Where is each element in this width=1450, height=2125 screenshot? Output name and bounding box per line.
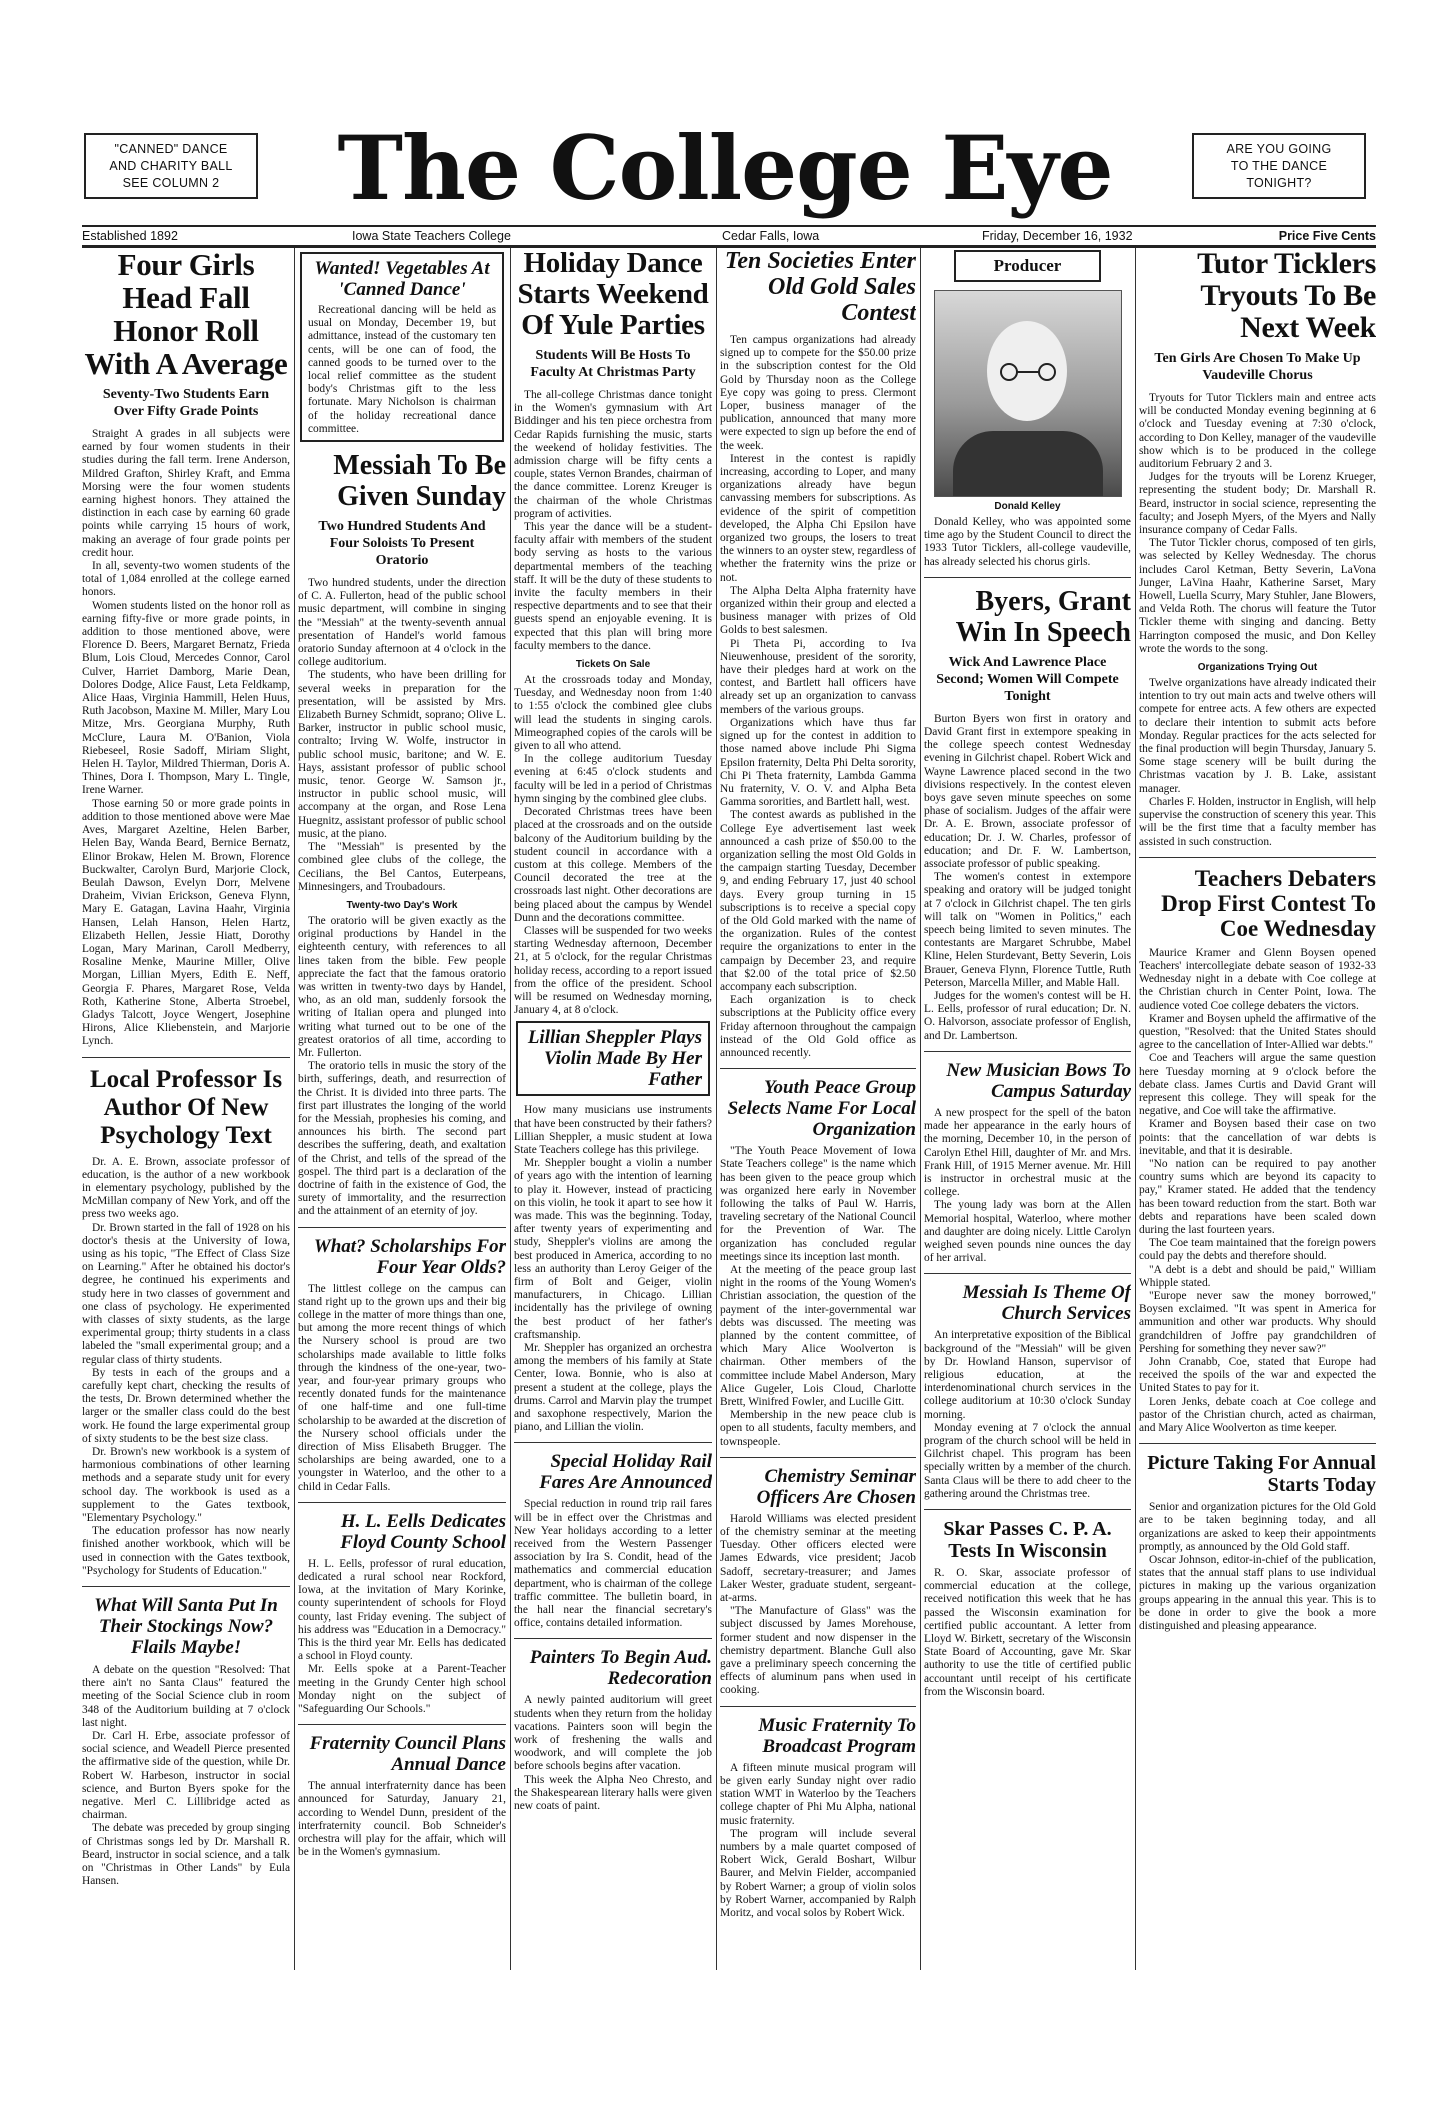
- ear-line: "CANNED" DANCE: [114, 142, 228, 156]
- divider: [720, 1706, 916, 1707]
- photo-caption: Donald Kelley: [994, 501, 1061, 512]
- paragraph: Maurice Kramer and Glenn Boysen opened Teachers' intercollegiate debate season of 1932-33 Wednesday night in a debate with Coe college at the Christian church in Center Point, Iowa. The audience voted Coe college debaters the victors.: [1139, 946, 1376, 1012]
- headline-speech: Byers, Grant Win In Speech: [955, 585, 1131, 648]
- ear-line: ARE YOU GOING: [1226, 142, 1332, 156]
- paragraph: The contest awards as published in the College Eye advertisement last week announced a cash prize of $50.00 to the organization selling the most Old Golds in the campaign starting Tuesday, December 9, and ending February 17, just 40 school days. Every group turning in 15 subscriptions is to receive a special copy of the Old Gold marked with the name of the organization. Rules of the contest require the organizations to enter in the campaign by December 23, and require that $2.00 of the total price of $2.50 accompany each subscription.: [720, 809, 916, 993]
- paragraph: An interpretative exposition of the Biblical background of the "Messiah" will be given by Dr. Howland Hanson, supervisor of religious education, at the interdenominational church services in the college auditorium at 10:30 o'clock Sunday morning.: [924, 1329, 1131, 1421]
- subhead: Tickets On Sale: [575, 659, 651, 671]
- paragraph: Loren Jenks, debate coach at Coe college and pastor of the Christian church, acted as chairman, and Mary Alice Woolverton as time keeper.: [1139, 1395, 1376, 1435]
- divider: [298, 1227, 506, 1228]
- headline-youth-peace: Youth Peace Group Selects Name For Local Organization: [727, 1077, 916, 1141]
- paragraph: Dr. Brown's new workbook is a system of harmonious combinations of other learning methods and a separate study unit for every school day. The workbook is used as a supplement to the Gates textbook, "Elementary Psychology.": [82, 1446, 290, 1525]
- deck-speech: Wick And Lawrence Place Second; Women Will Compete Tonight: [936, 654, 1119, 704]
- column-3: [514, 248, 712, 1970]
- paragraph: "The Manufacture of Glass" was the subject discussed by James Morehouse, former student and now dispenser in the chemistry department. Blanche Gull also gave a preliminary speech concerning the effects of aluminum pans when used in cooking.: [720, 1605, 916, 1697]
- paragraph: The education professor has now nearly finished another workbook, which will be used in connection with the Gates textbook, "Psychology for Students of Education.": [82, 1525, 290, 1577]
- paragraph: By tests in each of the groups and a carefully kept chart, checking the results of the tests, Dr. Brown determined whether the larger or the smaller class could do the best work. He found the large experimental group of sixty students to be the best size class.: [82, 1366, 290, 1445]
- paragraph: Judges for the tryouts will be Lorenz Krueger, representing the student body; Dr. Marshall R. Beard, instructor in social science, representing the faculty; and Joseph Myers, of the Myers and Nally insurance company of Cedar Falls.: [1139, 471, 1376, 537]
- paragraph: A fifteen minute musical program will be given early Sunday night over radio station WMT in Waterloo by the Teachers college chapter of Phi Mu Alpha, national music fraternity.: [720, 1761, 916, 1827]
- paragraph: "The Youth Peace Movement of Iowa State Teachers college" is the name which has been given to the peace group which was organized here early in November following the talks of Paul W. Harris, traveling secretary of the National Council for the Prevention of War. The organization has concluded regular meetings since its inception last month.: [720, 1145, 916, 1263]
- canned-dance-box: [300, 252, 504, 442]
- deck-honor-roll: Seventy-Two Students Earn Over Fifty Grade Points: [102, 387, 270, 419]
- paragraph: The students, who have been drilling for several weeks in preparation for the presentation, will be assisted by Mrs. Elizabeth Burney Schmidt, soprano; Olive L. Barker, instructor in public school music, contralto; Irving W. Wolfe, instructor in public school music, baritone; and W. E. Hays, assistant professor of public school music, tenor. George W. Samson jr., instructor in public school music, will accompany at the organ, and Rose Lena Huegnitz, assistant professor of public school music, at the piano.: [298, 669, 506, 840]
- dateline: [82, 225, 1376, 248]
- paragraph: The women's contest in extempore speaking and oratory will be judged tonight at 7 o'clock in Gilchrist chapel. The ten girls will talk on "Women in Politics," each speech being limited to seven minutes. The contestants are Margaret Schrubbe, Mabel Kline, Helen Sturdevant, Betty Severin, Lois Brauer, Geneva Flynn, Florence Tuttle, Ruth Peterson, Marcella Miller, and Mable Hall.: [924, 871, 1131, 989]
- headline-honor-roll: Four Girls Head Fall Honor Roll With A Average: [84, 248, 288, 381]
- paragraph: Coe and Teachers will argue the same question here Tuesday morning at 9 o'clock before the debate class. James Curtis and David Grant will represent this college. They will speak for the negative, and Coe will take the affirmative.: [1139, 1052, 1376, 1118]
- paragraph: Those earning 50 or more grade points in addition to those mentioned above were Mae Aves, Margaret Azeltine, Helen Barber, Helen Bay, Wanda Beard, Bernice Bernatz, Elinor Brokaw, Helen M. Brown, Florence Buckwalter, Carolyn Burd, Marjorie Clock, Beulah Dawson, Evelyn Dorr, Melvene Draheim, Vivian Erickson, Geneva Flynn, Mary E. Gatagan, Lavina Haahr, Virginia Hansen, Lelah Hanson, Helen Hartz, Elizabeth Hellen, Jessie Hiatt, Dorothy Logan, Mary Marinan, Caroll Medberry, Rosaline Menke, Maurine Miller, Olive Morgan, Lillian Myers, Edith E. Neff, Georgia F. Phares, Margaret Rose, Velda Roth, Katherine Stone, Alberta Stroebel, Gladys Talcott, Joyce Wengert, Josephine Hirons, Alice Kliebenstein, and Marjorie Lynch.: [82, 797, 290, 1048]
- established: Established 1892: [82, 229, 178, 243]
- column-rule: [1135, 248, 1136, 1970]
- paragraph: The Tutor Tickler chorus, composed of ten girls, was selected by Kelley Wednesday. The chorus includes Carol Ketman, Betty Severin, LaVona Junger, LaVina Haahr, Katherine Sarset, Mary Howell, Luella Scurry, Mary Stuhler, Jane Blowers, and Velda Roth. The chorus will feature the Tutor Tickler theme with singing and dancing. Betty Harrington composed the music, and Don Kelley wrote the words to the song.: [1139, 537, 1376, 655]
- paragraph: At the meeting of the peace group last night in the rooms of the Young Women's Christian association, the question of the payment of the inter-governmental war debts was discussed. The meeting was planned by the content committee, of which Mary Alice Woolverton is chairman. Other members of the committee include Mabel Anderson, Mary Alice Gugeler, Lois Cloud, Charlotte Brett, Winifred Fowler, and Lucille Gitt.: [720, 1264, 916, 1409]
- ear-line: TO THE DANCE: [1230, 159, 1328, 173]
- column-rule: [294, 248, 295, 1970]
- paragraph: The oratorio tells in music the story of the birth, sufferings, death, and resurrection of the Christ. It is divided into three parts. The first part illustrates the longing of the world for the Messiah, prophesies his coming, and announces his birth. The second part describes the suffering, death, and exaltation of the Christ, and tells of the spread of the gospel. The third part is a declaration of the doctrine of faith in the existence of God, the surety of immortality, and the resurrection and the attainment of an eternity of joy.: [298, 1060, 506, 1218]
- paragraph: "A debt is a debt and should be paid," William Whipple stated.: [1139, 1263, 1376, 1289]
- headline-chemistry: Chemistry Seminar Officers Are Chosen: [756, 1465, 916, 1508]
- subhead: Twenty-two Day's Work: [346, 899, 458, 911]
- glasses-icon: [995, 363, 1061, 381]
- divider: [924, 577, 1131, 578]
- masthead: The College Eye: [337, 116, 1113, 220]
- headline-skar: Skar Passes C. P. A. Tests In Wisconsin: [943, 1517, 1112, 1562]
- producer-label-box: Producer: [954, 250, 1101, 282]
- paragraph: The annual interfraternity dance has been announced for Saturday, January 21, according to Wendel Dunn, president of the interfraternity council. Bob Schneider's orchestra will play for the affair, which will be in the Women's gymnasium.: [298, 1780, 506, 1859]
- column-6: [1139, 248, 1376, 1970]
- sheppler-box: [516, 1021, 710, 1096]
- paragraph: Donald Kelley, who was appointed some time ago by the Student Council to direct the 1933 Tutor Ticklers, all-college vaudeville, has already selected his chorus girls.: [924, 516, 1131, 568]
- headline-picture-taking: Picture Taking For Annual Starts Today: [1147, 1452, 1376, 1497]
- column-rule: [920, 248, 921, 1970]
- paragraph: In the college auditorium Tuesday evening at 6:45 o'clock students and faculty will be led in a period of Christmas hymn singing by the combined glee clubs.: [514, 753, 712, 805]
- paragraph: The young lady was born at the Allen Memorial hospital, Waterloo, where mother and daughter are doing nicely. Little Carolyn weighed seven pounds nine ounces the day of her arrival.: [924, 1199, 1131, 1265]
- deck-holiday-dance: Students Will Be Hosts To Faculty At Christmas Party: [530, 348, 696, 380]
- paragraph: This week the Alpha Neo Chresto, and the Shakespearean literary halls were given new coats of paint.: [514, 1773, 712, 1813]
- paragraph: This year the dance will be a student-faculty affair with members of the student body serving as hosts to the various departmental members of the teaching staff. It will be the duty of these students to invite the faculty members in their respective departments and to see that their guests spend an enjoyable evening. It is expected that this plan will bring more faculty members to the dance.: [514, 521, 712, 652]
- divider: [298, 1502, 506, 1503]
- paragraph: Kramer and Boysen upheld the affirmative of the question, "Resolved: that the United States should agree to the cancellation of Inter-Allied war debts.": [1139, 1012, 1376, 1052]
- divider: [924, 1051, 1131, 1052]
- column-1: [82, 248, 290, 1970]
- ear-line: SEE COLUMN 2: [122, 176, 220, 190]
- paragraph: How many musicians use instruments that have been constructed by their fathers? Lillian Sheppler, a music student at Iowa State Teachers college has this privilege.: [514, 1104, 712, 1156]
- paragraph: The Alpha Delta Alpha fraternity have organized within their group and elected a business manager with prizes of Old Golds to best salesmen.: [720, 584, 916, 637]
- paragraph: The oratorio will be given exactly as the original productions by Handel in the eighteenth century, with references to all lines taken from the bible. Few people appreciate the fact that the famous oratorio was written in twenty-two days by Handel, who, as an old man, suddenly forsook the writing of Italian opera and plunged into writing what turned out to be one of the greatest oratorios of all time, according to Mr. Fullerton.: [298, 914, 506, 1059]
- paragraph: Mr. Eells spoke at a Parent-Teacher meeting in the Grundy Center high school Monday night on the subject of "Safeguarding Our Schools.": [298, 1663, 506, 1716]
- headline-sheppler: Lillian Sheppler Plays Violin Made By Her Father: [527, 1027, 702, 1091]
- paragraph: At the crossroads today and Monday, Tuesday, and Wednesday noon from 1:40 to 1:55 o'clock the combined glee clubs will lead the students in singing carols. Mimeographed copies of the carols will be given to all who attend.: [514, 674, 712, 753]
- paragraph: The all-college Christmas dance tonight in the Women's gymnasium with Art Biddinger and his ten piece orchestra from Cedar Rapids furnishing the music, starts the weekend of holiday festivities. The admission charge will be fifty cents a couple, states Vernon Brandes, chairman of the dance committee. Lorenz Kreuger is the chairman of the whole Christmas program of activities.: [514, 389, 712, 520]
- paragraph: Ten campus organizations had already signed up to compete for the $50.00 prize in the subscription contest for the Old Gold by Thursday noon as the College Eye copy was going to press. Clermont Loper, business manager of the publication, announced that many more were expected to sign up before the end of the week.: [720, 334, 916, 452]
- paragraph: Mr. Sheppler bought a violin a number of years ago with the intention of learning to play it. However, instead of practicing on this violin, he took it apart to see how it was made. This was the beginning. Today, after twenty years of experimenting and study, Sheppler's violins are among the best produced in America, according to no less an authority than Leroy Geiger of the firm of Bolt and Geiger, violin manufacturers, in Chicago. Lillian incidentally has the privilege of owning the best product of her father's craftsmanship.: [514, 1157, 712, 1341]
- portrait-photo: [934, 290, 1122, 497]
- headline-eells: H. L. Eells Dedicates Floyd County School: [340, 1510, 506, 1553]
- paragraph: Special reduction in round trip rail fares will be in effect over the Christmas and New Year holidays according to a letter received from the Western Passenger association by Ira S. Condit, head of the mathematics and commercial education department, who is chairman of the college traffic committee. The bulletin board, in the hall near the financial secretary's office, contains detailed information.: [514, 1498, 712, 1630]
- divider: [1139, 857, 1376, 858]
- paragraph: Recreational dancing will be held as usual on Monday, December 19, but admittance, instead of the customary ten cents, will be one can of food, the canned goods to be turned over to the local relief committee as the student body's Christmas gift to the less fortunate. Mary Nicholson is chairman of the holiday recreational dance committee.: [308, 304, 496, 435]
- headline-church-services: Messiah Is Theme Of Church Services: [962, 1282, 1131, 1325]
- paragraph: Tryouts for Tutor Ticklers main and entree acts will be conducted Monday evening beginning at 6 o'clock and Tuesday evening at 7:30 o'clock, according to Don Kelley, manager of the vaudeville show which is to be produced in the college auditorium February 2 and 3.: [1139, 392, 1376, 471]
- paragraph: The debate was preceded by group singing of Christmas songs led by Dr. Marshall R. Beard, instructor in social science, and a talk on "Christmas in Other Lands" by Eula Hansen.: [82, 1822, 290, 1888]
- paragraph: Interest in the contest is rapidly increasing, according to Loper, and many organizations already have begun canvassing members for subscriptions. As evidence of the spirit of competition developed, the Alpha Chi Epsilon have organized two groups, the losers to treat the winners to an oyster stew, regardless of whether the fraternity wins the prize or not.: [720, 452, 916, 584]
- column-4: [720, 248, 916, 1970]
- left-ear-box: [84, 133, 258, 199]
- headline-music-fraternity: Music Fraternity To Broadcast Program: [758, 1714, 916, 1757]
- headline-canned-dance: Wanted! Vegetables At 'Canned Dance': [314, 258, 490, 300]
- paragraph: Dr. Carl H. Erbe, associate professor of social science, and Weadell Pierce presented the affirmative side of the question, while Dr. Robert W. Harbeson, instructor in social science, and Burton Byers spoke for the negative. Merl C. Lillibridge acted as chairman.: [82, 1730, 290, 1822]
- headline-tutor-ticklers: Tutor Ticklers Tryouts To Be Next Week: [1197, 248, 1376, 344]
- divider: [514, 1442, 712, 1443]
- paragraph: A debate on the question "Resolved: That there ain't no Santa Claus" featured the meeting of the Social Science club in room 348 of the Auditorium building at 7 o'clock last night.: [82, 1664, 290, 1729]
- paragraph: Burton Byers won first in oratory and David Grant first in extempore speaking in the college speech contest Wednesday evening in Gilchrist chapel. Robert Wick and Wayne Lawrence placed second in the two divisions respectively. In the contest eleven boys gave seven minute speeches on some phase of socialism. Judges of the affair were Dr. A. E. Brown, associate professor of education; Dr. J. W. Charles, professor of education; and Dr. F. W. Lambertson, associate professor of public speaking.: [924, 712, 1131, 871]
- headline-santa: What Will Santa Put In Their Stockings Now? Flails Maybe!: [94, 1595, 278, 1659]
- paragraph: Each organization is to check subscriptions at the Publicity office every Friday afternoon throughout the campaign instead of the Old Gold office as announced recently.: [720, 994, 916, 1059]
- paragraph: A newly painted auditorium will greet students when they return from the holiday vacations. Painters soon will begin the work of freshening the walls and woodwork, and will complete the job before schools begins after vacation.: [514, 1694, 712, 1773]
- headline-debaters: Teachers Debaters Drop First Contest To Coe Wednesday: [1161, 865, 1376, 941]
- headline-fraternity-dance: Fraternity Council Plans Annual Dance: [309, 1733, 506, 1776]
- divider: [514, 1638, 712, 1639]
- deck-tutor-ticklers: Ten Girls Are Chosen To Make Up Vaudeville Chorus: [1154, 351, 1361, 383]
- right-ear-box: [1192, 133, 1366, 199]
- paragraph: Women students listed on the honor roll as earning fifty-five or more grade points, in addition to those mentioned above, were Florence D. Beers, Margaret Bernatz, Frieda Blum, Lois Cloud, Mercedes Connor, Carol Culver, Harriet Damborg, Marie Dean, Dolores Dodge, Alice Faust, Leta Feldkamp, Alice Haas, Virginia Hammill, Helen Huus, Ruth Jacobson, Maxine M. Miller, Mary Lou Mitze, Mrs. Georgiana Murphy, Ruth McClure, Laura M. O'Banion, Viola Riebeseel, Rosie Sadoff, Miriam Slight, Helen H. Taylor, Mildred Thierman, Doris A. Thines, Dora I. Thompson, Mary L. Tingle, Irene Warner.: [82, 599, 290, 797]
- issue-date: Friday, December 16, 1932: [982, 229, 1133, 243]
- divider: [82, 1586, 290, 1587]
- divider: [720, 1457, 916, 1458]
- paragraph: Dr. Brown started in the fall of 1928 on his doctor's thesis at the University of Iowa, using as his topic, "The Effect of Class Size on Learning." After he obtained his doctor's degree, he continued his experiments and study here in two classes of government and one class of psychology. He experimented with classes of sixty students, as the large experimental group; thirty students in a class labeled the "small experimental group; and a regular class of thirty students.: [82, 1221, 290, 1366]
- headline-new-musician: New Musician Bows To Campus Saturday: [946, 1059, 1131, 1102]
- paragraph: "Europe never saw the money borrowed," Boysen exclaimed. "It was spent in America for ammunition and other war products. Why should grandchildren of Joffre pay grandchildren of Pershing for something they never saw?": [1139, 1289, 1376, 1355]
- price: Price Five Cents: [1278, 229, 1376, 243]
- subhead: Organizations Trying Out: [1197, 662, 1318, 674]
- paragraph: Mr. Sheppler has organized an orchestra among the members of his family at State Center, Iowa. Bonnie, who is also at present a student at the college, plays the drums. Carrol and Marvin play the trumpet and saxophone respectively, Marion the piano, and Lillian the violin.: [514, 1342, 712, 1434]
- paragraph: Charles F. Holden, instructor in English, will help supervise the construction of scenery this year. This will be the first time that a faculty member has assisted in such construction.: [1139, 795, 1376, 848]
- headline-old-gold-contest: Ten Societies Enter Old Gold Sales Contest: [724, 248, 916, 326]
- headline-painters: Painters To Begin Aud. Redecoration: [529, 1647, 712, 1690]
- paragraph: Decorated Christmas trees have been placed at the crossroads and on the outside balcony of the Auditorium building by the student council in accordance with a custom at this college. Members of the Council decorated the tree at the crossroads last night. Other decorations are being placed about the campus by Wendel Dunn and the decorations committee.: [514, 806, 712, 924]
- paragraph: The "Messiah" is presented by the combined glee clubs of the college, the Cecilians, the Bel Cantos, Euterpeans, Minnesingers, and Troubadours.: [298, 841, 506, 893]
- deck-messiah: Two Hundred Students And Four Soloists To Present Oratorio: [318, 519, 486, 569]
- paragraph: The Coe team maintained that the foreign powers could pay the debts and therefore should.: [1139, 1237, 1376, 1263]
- column-rule: [510, 248, 511, 1970]
- column-rule: [716, 248, 717, 1970]
- headline-rail-fares: Special Holiday Rail Fares Are Announced: [539, 1451, 712, 1494]
- headline-scholarships: What? Scholarships For Four Year Olds?: [313, 1235, 506, 1278]
- paragraph: Judges for the women's contest will be H. L. Eells, professor of rural education; Dr. N. O. Halvorson, associate professor of English, and Dr. Lambertson.: [924, 990, 1131, 1042]
- paragraph: Dr. A. E. Brown, associate professor of education, is the author of a new workbook in elementary psychology, published by the McMillan company of New York, and off the press two weeks ago.: [82, 1155, 290, 1221]
- paragraph: Senior and organization pictures for the Old Gold are to be taken beginning today, and all organizations are asked to keep their appointments promptly, as announced by the Old Gold staff.: [1139, 1501, 1376, 1553]
- ear-line: AND CHARITY BALL: [109, 159, 233, 173]
- paragraph: The littlest college on the campus can stand right up to the grown ups and their big college in the matter of more things than one, but among the more recent things of which the Nursery school is proud are two scholarships made available to little folks through the kindness of the one-year, two-year, and four-year primary groups who recently donated funds for the maintenance of one half-time and one full-time scholarship to be awarded at the discretion of the Nursery school officials under the direction of Miss Elisabeth Brugger. The scholarships are being awarded, one to a youngster in Waterloo, and the other to a child in Cedar Falls.: [298, 1282, 506, 1493]
- paragraph: Monday evening at 7 o'clock the annual program of the church school will be held in Gilchrist chapel. This program has been specially written by a member of the church. Santa Claus will be there to add cheer to the gathering around the Christmas tree.: [924, 1421, 1131, 1500]
- headline-holiday-dance: Holiday Dance Starts Weekend Of Yule Parties: [517, 248, 709, 341]
- paragraph: Classes will be suspended for two weeks starting Wednesday afternoon, December 21, at 5 o'clock, for the regular Christmas holiday recess, according to a report issued from the office of the president. School will be resumed on Wednesday morning, January 4, at 8 o'clock.: [514, 924, 712, 1017]
- headline-psychology-text: Local Professor Is Author Of New Psychology Text: [89, 1065, 283, 1149]
- divider: [924, 1273, 1131, 1274]
- column-5: [924, 248, 1131, 1970]
- city: Cedar Falls, Iowa: [722, 229, 820, 243]
- paragraph: Two hundred students, under the direction of C. A. Fullerton, head of the public school music department, will combine in singing the "Messiah" at the twenty-seventh annual presentation of Handel's world famous oratorio Sunday afternoon at 4 o'clock in the college auditorium.: [298, 577, 506, 669]
- paragraph: Harold Williams was elected president of the chemistry seminar at the meeting Tuesday. Other officers elected were James Edwards, vice president; Jacob Sadoff, secretary-treasurer; and James Laker Wester, graduate student, sergeant-at-arms.: [720, 1512, 916, 1605]
- paragraph: Oscar Johnson, editor-in-chief of the publication, states that the annual staff plans to use individual pictures in making up the various organization groups appearing in the annual this year. This is to be done in order to give the book a more distinguished and pleasing appearance.: [1139, 1554, 1376, 1633]
- divider: [720, 1068, 916, 1069]
- paragraph: Twelve organizations have already indicated their intention to try out main acts and twelve others will compete for entree acts. A few others are expected to declare their intention to submit acts before Monday. Regular practices for the acts selected for the final production will begin Thursday, January 5. Some stage scenery will be built during the Christmas vacation by J. B. Lake, assistant manager.: [1139, 677, 1376, 795]
- headline-messiah: Messiah To Be Given Sunday: [333, 450, 506, 513]
- paragraph: John Cranabb, Coe, stated that Europe had received the spoils of the war and expected the United States to pay for it.: [1139, 1356, 1376, 1395]
- column-2: [298, 248, 506, 1970]
- paragraph: Pi Theta Pi, according to Iva Nieuwenhouse, president of the sorority, have their pledges hard at work on the contest, and Bartlett hall officers have already set up an organization to canvass members of the various groups.: [720, 637, 916, 716]
- paragraph: In all, seventy-two women students of the total of 1,084 enrolled at the college earned honors.: [82, 560, 290, 599]
- paragraph: Kramer and Boysen based their case on two points: that the cancellation of war debts is inevitable, and that it is desirable.: [1139, 1118, 1376, 1157]
- paragraph: A new prospect for the spell of the baton made her appearance in the early hours of the morning, December 10, in the person of Carolyn Ethel Hill, daughter of Mr. and Mrs. Frank Hill, of 1915 Merner avenue. Mr. Hill is instructor in orchestral music at the college.: [924, 1106, 1131, 1199]
- paragraph: The program will include several numbers by a male quartet composed of Robert Wick, Gerald Boshart, Wilbur Baurer, and Melvin Fielder, accompanied by Robert Warner; a group of violin solos by Robert Warner, accompanied by Ralph Moritz, and vocal solos by Robert Wick.: [720, 1827, 916, 1919]
- paragraph: Membership in the new peace club is open to all students, faculty members, and townspeople.: [720, 1409, 916, 1448]
- paragraph: Organizations which have thus far signed up for the contest in addition to those named above include Phi Sigma Epsilon fraternity, Delta Phi Delta sorority, Chi Pi Theta fraternity, Lambda Gamma Nu fraternity, V. O. V. and Alpha Beta Gamma sororities, and Bartlett hall, west.: [720, 716, 916, 809]
- paragraph: R. O. Skar, associate professor of commercial education at the college, received notification this week that he has passed the Wisconsin examination for certified public accountant. A letter from Lloyd W. Birkett, secretary of the Wisconsin State Board of Accounting, gave Mr. Skar authority to use the title of certified public accountant until receipt of his certificate from the Wisconsin board.: [924, 1566, 1131, 1698]
- divider: [298, 1724, 506, 1725]
- paragraph: H. L. Eells, professor of rural education, dedicated a rural school near Rockford, Iowa, at the invitation of Mary Korinke, county superintendent of schools for Floyd county, last Friday evening. The subject of his address was "Education in a Democracy." This is the third year Mr. Eells has dedicated a school in Floyd county.: [298, 1557, 506, 1663]
- divider: [82, 1057, 290, 1058]
- ear-line: TONIGHT?: [1246, 176, 1312, 190]
- paragraph: Straight A grades in all subjects were earned by four women students in their studies during the fall term. Irene Anderson, Mildred Grafton, Shirley Kraft, and Emma Morsing were the four women students earning highest honors. They attained the distinction in each case by earning 60 grade points while carrying 15 hours of work, making an average of four grade points per credit hour.: [82, 428, 290, 559]
- divider: [924, 1509, 1131, 1510]
- paragraph: "No nation can be required to pay another country sums which are beyond its capacity to pay," Kramer stated. He added that the tendency has been toward reduction from the start. Both war debts and reparations have been scaled down during the last fourteen years.: [1139, 1157, 1376, 1236]
- college-name: Iowa State Teachers College: [352, 229, 511, 243]
- divider: [1139, 1443, 1376, 1444]
